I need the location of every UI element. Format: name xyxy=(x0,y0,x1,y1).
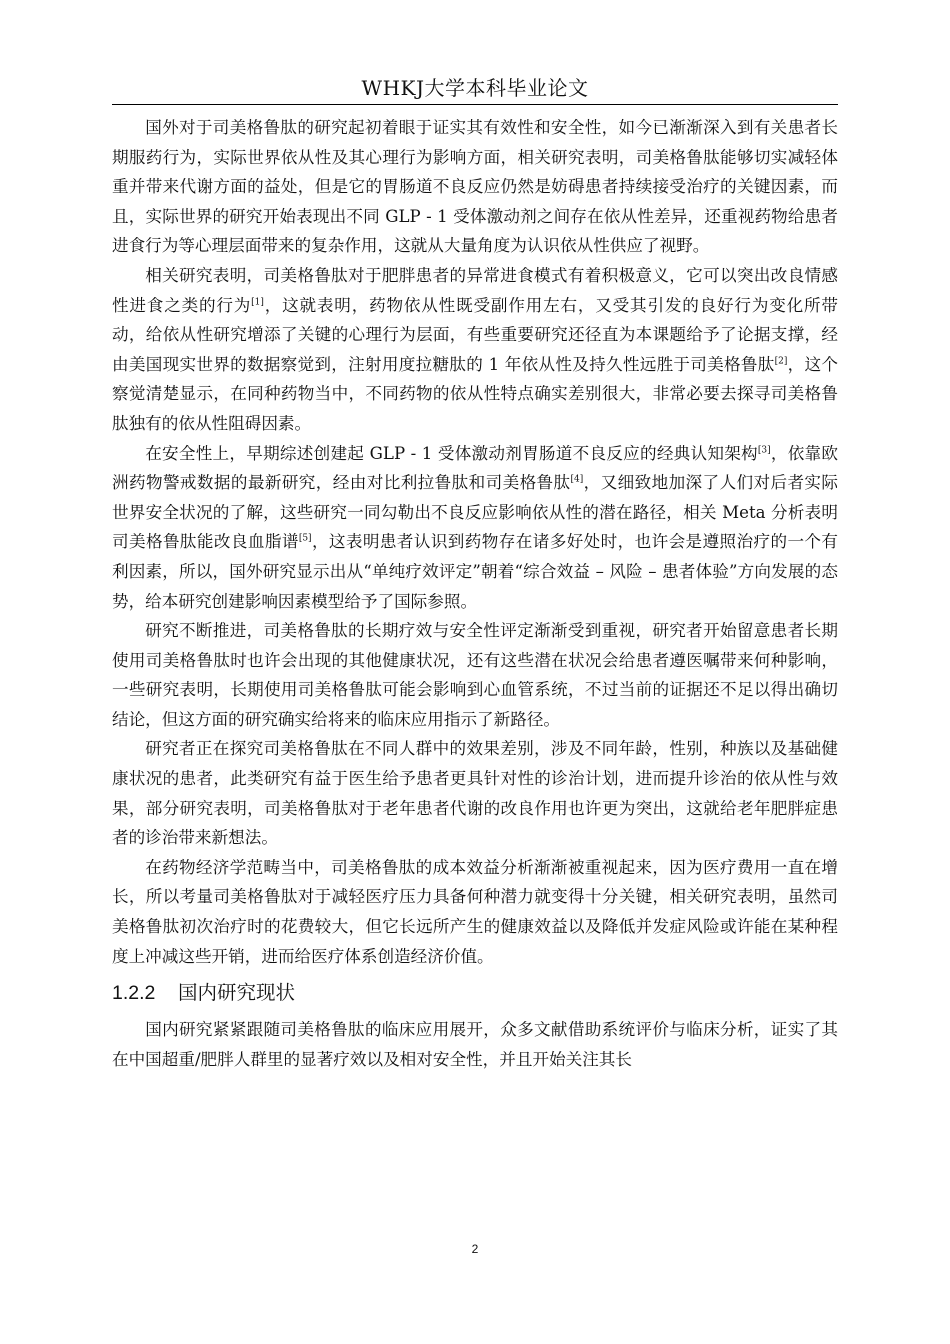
section-heading xyxy=(112,977,838,1009)
paragraph-text: 国内研究紧紧跟随司美格鲁肽的临床应用展开，众多文献借助系统评价与临床分析，证实了其在中国超重/肥胖人群里的显著疗效以及相对安全性，并且开始关注其长 xyxy=(112,1020,838,1069)
body-paragraph xyxy=(112,113,838,261)
body-paragraph xyxy=(112,439,838,617)
body-paragraph xyxy=(112,616,838,734)
page-number: 2 xyxy=(471,1242,479,1256)
paragraph-text: 国外对于司美格鲁肽的研究起初着眼于证实其有效性和安全性，如今已渐渐深入到有关患者长期服药行为，实际世界依从性及其心理行为影响方面，相关研究表明，司美格鲁肽能够切实减轻体重并带来代谢方面的益处，但是它的胃肠道不良反应仍然是妨碍患者持续接受治疗的关键因素，而且，实际世界的研究开始表现出不同 GLP - 1 受体激动剂之间存在依从性差异，还重视药物给患者进食行为等心理层面带来的复杂作用，这就从大量角度为认识依从性供应了视野。 xyxy=(112,118,838,256)
page-content xyxy=(112,74,838,1074)
body-text xyxy=(112,113,838,1074)
body-paragraph xyxy=(112,853,838,971)
paragraph-text: 在安全性上，早期综述创建起 GLP - 1 受体激动剂胃肠道不良反应的经典认知架构 xyxy=(145,443,758,463)
citation-marker: [1] xyxy=(251,297,264,308)
section-title: 国内研究现状 xyxy=(178,981,296,1005)
paragraph-text: 相关研究表明，司美格鲁肽对于肥胖患者的异常进食模式有着积极意义，它可以突出改良情感性进食之类的行为 xyxy=(112,265,838,315)
paragraph-text: 研究不断推进，司美格鲁肽的长期疗效与安全性评定渐渐受到重视，研究者开始留意患者长期使用司美格鲁肽时也许会出现的其他健康状况，还有这些潜在状况会给患者遵医嘱带来何种影响，一些研究表明，长期使用司美格鲁肽可能会影响到心血管系统，不过当前的证据还不足以得出确切结论，但这方面的研究确实给将来的临床应用指示了新路径。 xyxy=(112,621,838,729)
body-paragraph xyxy=(112,734,838,852)
paragraph-text: 研究者正在探究司美格鲁肽在不同人群中的效果差别，涉及不同年龄，性别，种族以及基础健康状况的患者，此类研究有益于医生给予患者更具针对性的诊治计划，进而提升诊治的依从性与效果，部分研究表明，司美格鲁肽对于老年患者代谢的改良作用也许更为突出，这就给老年肥胖症患者的诊治带来新想法。 xyxy=(112,739,838,848)
citation-marker: [2] xyxy=(774,356,788,367)
paragraph-text: ，这个察觉清楚显示，在同种药物当中，不同药物的依从性特点确实差别很大，非常必要去探寻司美格鲁肽独有的依从性阻碍因素。 xyxy=(112,354,838,433)
paragraph-group-top xyxy=(112,113,838,971)
paragraph-group-bottom xyxy=(112,1015,838,1074)
paragraph-text: ，又细致地加深了人们对后者实际世界安全状况的了解，这些研究一同勾勒出不良反应影响依从性的潜在路径，相关 Meta 分析表明司美格鲁肽能改良血脂谱 xyxy=(112,473,839,552)
paragraph-text: 在药物经济学范畴当中，司美格鲁肽的成本效益分析渐渐被重视起来，因为医疗费用一直在增长，所以考量司美格鲁肽对于减轻医疗压力具备何种潜力就变得十分关键，相关研究表明，虽然司美格鲁肽初次治疗时的花费较大，但它长远所产生的健康效益以及降低并发症风险或许能在某种程度上冲减这些开销，进而给医疗体系创造经济价值。 xyxy=(112,857,838,966)
citation-marker: [4] xyxy=(570,474,584,485)
body-paragraph xyxy=(112,1015,838,1074)
header-rule xyxy=(112,104,838,105)
section-number: 1.2.2 xyxy=(112,982,156,1005)
body-paragraph xyxy=(112,261,838,439)
paragraph-text: ，这就表明，药物依从性既受副作用左右，又受其引发的良好行为变化所带动，给依从性研究增添了关键的心理行为层面，有些重要研究还径直为本课题给予了论据支撑，经由美国现实世界的数据察觉到，注射用度拉糖肽的 1 年依从性及持久性远胜于司美格鲁肽 xyxy=(112,295,838,374)
paragraph-text: ，依靠欧洲药物警戒数据的最新研究，经由对比利拉鲁肽和司美格鲁肽 xyxy=(112,443,838,493)
running-header: WHKJ大学本科毕业论文 xyxy=(361,76,589,100)
citation-marker: [3] xyxy=(757,445,771,455)
citation-marker: [5] xyxy=(298,533,312,544)
paragraph-text: ，这表明患者认识到药物存在诸多好处时，也许会是遵照治疗的一个有利因素，所以，国外研究显示出从“单纯疗效评定”朝着“综合效益 – 风险 – 患者体验”方向发展的态势，给本研究创建影响因素模型给予了国际参照。 xyxy=(112,532,839,611)
